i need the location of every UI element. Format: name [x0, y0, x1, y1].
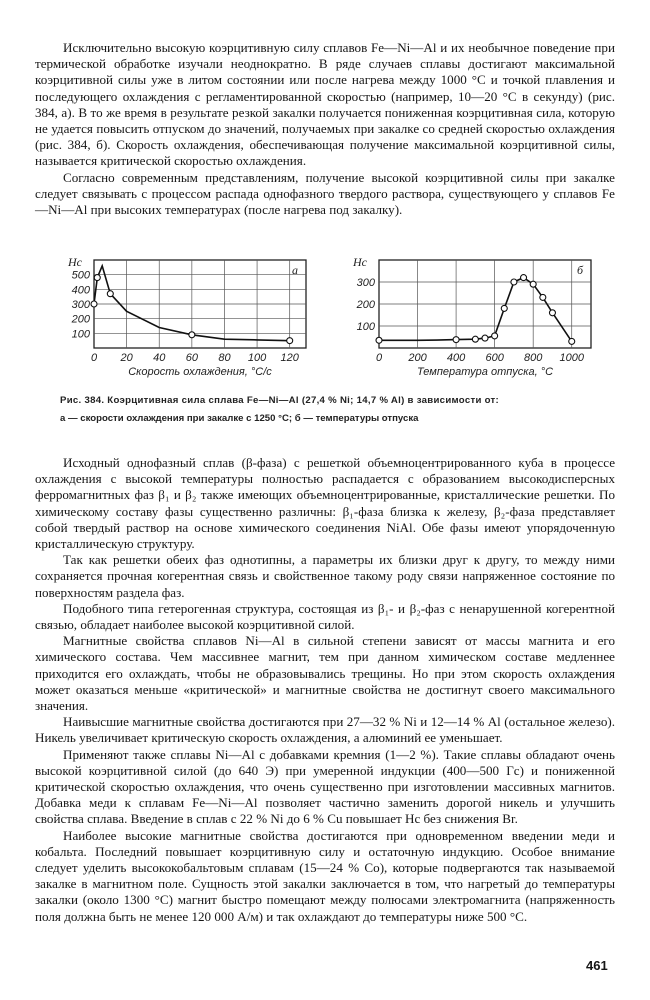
- data-point: [376, 337, 382, 343]
- x-tick-label: 600: [485, 352, 504, 364]
- x-tick-label: 400: [446, 352, 466, 364]
- data-point: [472, 336, 478, 342]
- x-tick-label: 200: [408, 352, 427, 364]
- figure-384: [60, 250, 605, 390]
- x-tick-label: 0: [375, 352, 383, 364]
- paragraph: Подобного типа гетерогенная структура, состоящая из β₁- и β₂-фаз с ненарушенной когерентной связью, обладает наиболее высокой коэрцитивной силой.: [35, 600, 615, 633]
- x-tick-label: 100: [247, 352, 267, 364]
- page-number: 461: [586, 958, 608, 973]
- data-point: [501, 305, 507, 311]
- data-point: [569, 338, 575, 344]
- caption-sub: а — скорости охлаждения при закалке с 1250 °C; б — температуры отпуска: [60, 413, 419, 424]
- x-tick-label: 120: [280, 352, 299, 364]
- data-point: [540, 294, 546, 300]
- x-tick-label: 1000: [559, 352, 584, 364]
- paragraph: Согласно современным представлениям, получение высокой коэрцитивной силы при закалке следует связывать с процессом распада однофазного твердого раствора, существующего у сплавов Fe—Ni—Al при высоких температурах (после нагрева под закалку).: [35, 169, 615, 218]
- paragraph: Исключительно высокую коэрцитивную силу сплавов Fe—Ni—Al и их необычное поведение при термической обработке изучали неоднократно. В ряде случаев сплавы достигают максимальной коэрцитивной силы уже в литом состоянии или после нагрева между 1000 °C и точкой плавления и последующего охлаждения с регламентированной скоростью (например, 10—20 °C в секунду) (рис. 384, а). В то же время в результате резкой закалки получается пониженная коэрцитивная сила, которую не удается повысить отпуском до значений, получаемых при закалке со средней скоростью охлаждения (рис. 384, б). Скорость охлаждения, обеспечивающая получение максимальной коэрцитивной силы, называется критической скоростью охлаждения.: [35, 40, 615, 169]
- data-point: [492, 333, 498, 339]
- panel-label: а: [292, 263, 298, 277]
- data-point: [549, 310, 555, 316]
- x-tick-label: 40: [153, 352, 166, 364]
- paragraph: Наивысшие магнитные свойства достигаются при 27—32 % Ni и 12—14 % Al (остальное железо). Никель увеличивает критическую скорость охлаждения, а алюминий ее уменьшает.: [35, 714, 615, 746]
- caption-main: Рис. 384. Коэрцитивная сила сплава Fe—Ni—Al (27,4 % Ni; 14,7 % Al) в зависимости от:: [60, 395, 500, 406]
- text-block-top: [35, 40, 615, 218]
- chart-a: [60, 250, 320, 390]
- x-tick-label: 800: [524, 352, 543, 364]
- paragraph: Наиболее высокие магнитные свойства достигаются при одновременном введении меди и кобальта. Последний повышает коэрцитивную силу и остаточную индукцию. Особое внимание следует уделить высококобальтовым сплавам (15—24 % Co), которые подвергаются так называемой закалке в магнитном поле. Сущность этой закалки заключается в том, что нагретый до температуры закалки (около 1300 °C) магнит быстро помещают между полюсами электромагнита (напряженность поля должна быть не менее 120 000 А/м) и так охлаждают до температуры ниже 500 °C.: [35, 827, 615, 924]
- y-tick-label: 200: [71, 313, 90, 326]
- paragraph: Применяют также сплавы Ni—Al с добавками кремния (1—2 %). Такие сплавы обладают очень высокой коэрцитивной силой (до 640 Э) при умеренной индукции (400—500 Гс) и пониженной критической скоростью охлаждения, что очень существенно при изготовлении массивных магнитов. Добавка меди к сплавам Fe—Ni—Al позволяет частично заменить дорогой никель и улучшить свойства сплава. Введение в сплав с 22 % Ni до 6 % Cu повышает Hc без снижения Br.: [35, 746, 615, 827]
- chart-b: [345, 250, 605, 390]
- data-point: [94, 275, 100, 281]
- text-block-bottom: [35, 455, 615, 925]
- y-tick-label: 300: [356, 277, 375, 289]
- x-tick-label: 60: [185, 352, 198, 364]
- data-point: [521, 275, 527, 281]
- panel-label: б: [577, 263, 584, 277]
- data-point: [189, 332, 195, 338]
- x-axis-label: Скорость охлаждения, °C/с: [128, 366, 272, 378]
- y-tick-label: 400: [71, 284, 90, 297]
- data-point: [91, 301, 97, 307]
- y-tick-label: 100: [71, 328, 90, 341]
- paragraph: Так как решетки обеих фаз однотипны, а параметры их близки друг к другу, то между ними сохраняется прочная когерентная связь и свойственное такому роду связи напряженное состояние по поверхностям раздела фаз.: [35, 552, 615, 600]
- x-tick-label: 80: [218, 352, 231, 364]
- x-tick-label: 0: [90, 352, 98, 364]
- data-point: [287, 338, 293, 344]
- x-axis-label: Температура отпуска, °C: [416, 366, 554, 378]
- y-axis-label: Hc: [353, 255, 367, 269]
- y-tick-label: 200: [356, 299, 375, 311]
- x-tick-label: 20: [120, 352, 133, 364]
- figure-caption: [60, 395, 605, 425]
- data-point: [453, 337, 459, 343]
- paragraph: Магнитные свойства сплавов Ni—Al в сильной степени зависят от массы магнита и его химического состава. Чем массивнее магнит, тем при данном химическом составе медленнее приходится его охлаждать, чтобы не образовывались трещины. Но при этом скорость охлаждения может оказаться меньше «критической» и магнитные свойства не достигнут своего максимального значения.: [35, 633, 615, 714]
- paragraph: Исходный однофазный сплав (β-фаза) с решеткой объемноцентрированного куба в процессе охлаждения с высокой температуры полностью распадается с образованием высокодисперсных ферромагнитных фаз β₁ и β₂ также имеющих объемноцентрированные, кристаллические решетки. По химическому составу фазы существенно различны: β₁-фаза близка к железу, β₂-фаза представляет собой твердый раствор на основе химического соединения NiAl. Обе фазы имеют упорядоченную кристаллическую структуру.: [35, 455, 615, 552]
- y-axis-label: Hc: [68, 255, 82, 269]
- data-point: [107, 291, 113, 297]
- y-tick-label: 100: [356, 321, 375, 333]
- data-point: [511, 279, 517, 285]
- data-point: [530, 281, 536, 287]
- series-line: [379, 278, 572, 342]
- data-point: [482, 335, 488, 341]
- y-tick-label: 300: [71, 299, 90, 311]
- y-tick-label: 500: [71, 269, 90, 282]
